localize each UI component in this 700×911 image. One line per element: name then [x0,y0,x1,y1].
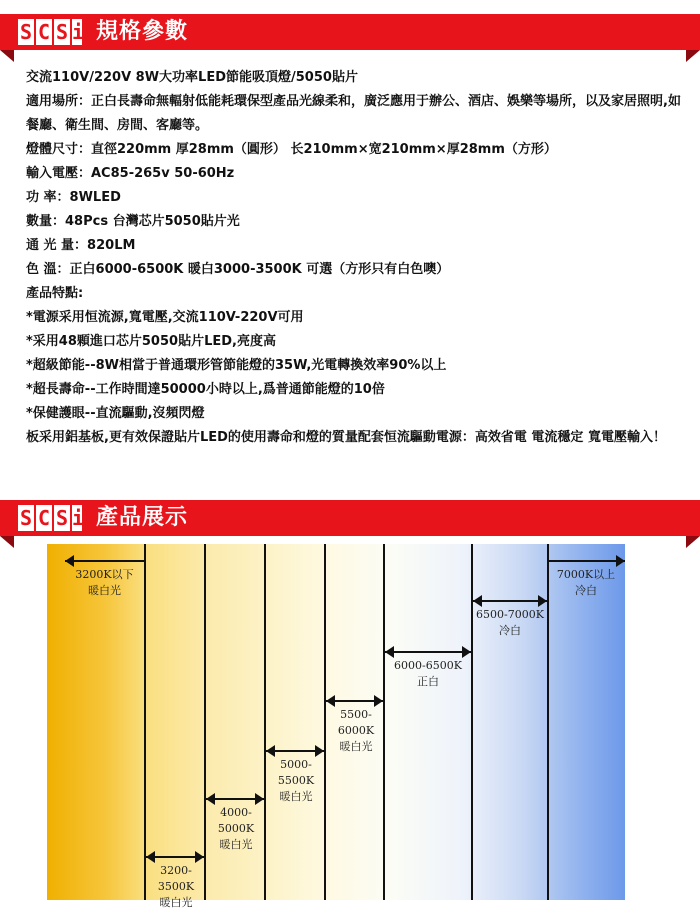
range-label [385,658,471,690]
light-name: 暖白光 [219,838,253,851]
light-name: 冷白 [575,584,597,597]
range-arrow [206,793,264,805]
light-name: 暖白光 [159,896,193,909]
range-label [324,707,388,755]
spec-line: *電源采用恒流源,寬電壓,交流110V-220V可用 [26,310,304,325]
range-arrow [146,851,204,863]
range-arrow [326,695,383,707]
spec-line: 適用場所：正白長壽命無輻射低能耗環保型產品光線柔和，廣泛應用于辦公、酒店、娛樂等場所，以及家居照明,如餐廳、衛生間、房間、客廳等。 [26,94,681,133]
scsi-logo [18,19,85,45]
range-arrow [385,646,471,658]
spec-line: 色 溫：正白6000-6500K 暖白3000-3500K 可選（方形只有白色噢） [26,262,450,277]
light-name: 正白 [417,675,439,688]
range-arrow [549,555,625,567]
range-label [264,757,328,805]
range-label [65,567,144,599]
range-value: 6000-6500K [394,659,462,672]
spec-line: 產品特點: [26,286,84,301]
range-label [144,863,208,911]
spec-list [26,66,682,450]
logo-letter: i [72,506,85,530]
spec-line: *超級節能--8W相當于普通環形管節能燈的35W,光電轉換效率90%以上 [26,358,447,373]
light-name: 暖白光 [339,740,373,753]
logo-letter: S [55,506,69,530]
light-name: 暖白光 [88,584,121,597]
range-value: 6500-7000K [476,608,544,621]
section-title: 規格參數 [96,19,189,44]
specs-header-fold-left [0,50,14,62]
range-arrow [65,555,144,567]
display-header-fold-right [686,536,700,548]
range-label [549,567,623,599]
range-value: 3200-3500K [157,864,195,893]
spec-line: *超長壽命--工作時間達50000小時以上,爲普通節能燈的10倍 [26,382,385,397]
display-header [0,486,700,550]
spec-line: 輸入電壓：AC85-265v 50-60Hz [26,166,235,181]
light-name: 暖白光 [279,790,313,803]
section-title: 產品展示 [96,505,189,530]
range-value: 4000-5000K [217,806,255,835]
color-temperature-chart [47,544,625,909]
specs-header-fold-right [686,50,700,62]
spec-line: 板采用鋁基板,更有效保證貼片LED的使用壽命和燈的質量配套恒流驅動電源：高效省電 電流穩定 寬電壓輸入！ [26,430,666,445]
scsi-logo [18,505,85,531]
range-value: 3200K以下 [75,568,134,581]
spec-line: 數量：48Pcs 台灣芯片5050貼片光 [26,214,240,229]
light-name: 冷白 [499,624,521,637]
range-arrow [266,745,324,757]
logo-letter: S [55,20,69,44]
logo-letter: i [72,20,85,44]
logo-letter: C [37,506,51,530]
spec-line: 功 率：8WLED [26,190,121,205]
range-label [473,607,547,639]
range-value: 5000-5500K [277,758,315,787]
range-value: 5500-6000K [337,708,375,737]
range-label [204,805,268,853]
range-value: 7000K以上 [556,568,616,581]
specs-header [0,0,700,64]
display-header-fold-left [0,536,14,548]
spec-line: 通 光 量：820LM [26,238,136,253]
logo-letter: C [37,20,51,44]
boundary-line [144,544,146,900]
spec-line: *采用48顆進口芯片5050貼片LED,亮度高 [26,334,276,349]
logo-letter: S [19,20,33,44]
range-arrow [473,595,547,607]
spec-line: *保健護眼--直流驅動,沒頻閃燈 [26,406,205,421]
spec-line: 燈體尺寸：直徑220mm 厚28mm（圓形） 长210mm×宽210mm×厚28mm（方形） [26,142,557,157]
logo-letter: S [19,506,33,530]
spec-line: 交流110V/220V 8W大功率LED節能吸頂燈/5050貼片 [26,70,358,85]
